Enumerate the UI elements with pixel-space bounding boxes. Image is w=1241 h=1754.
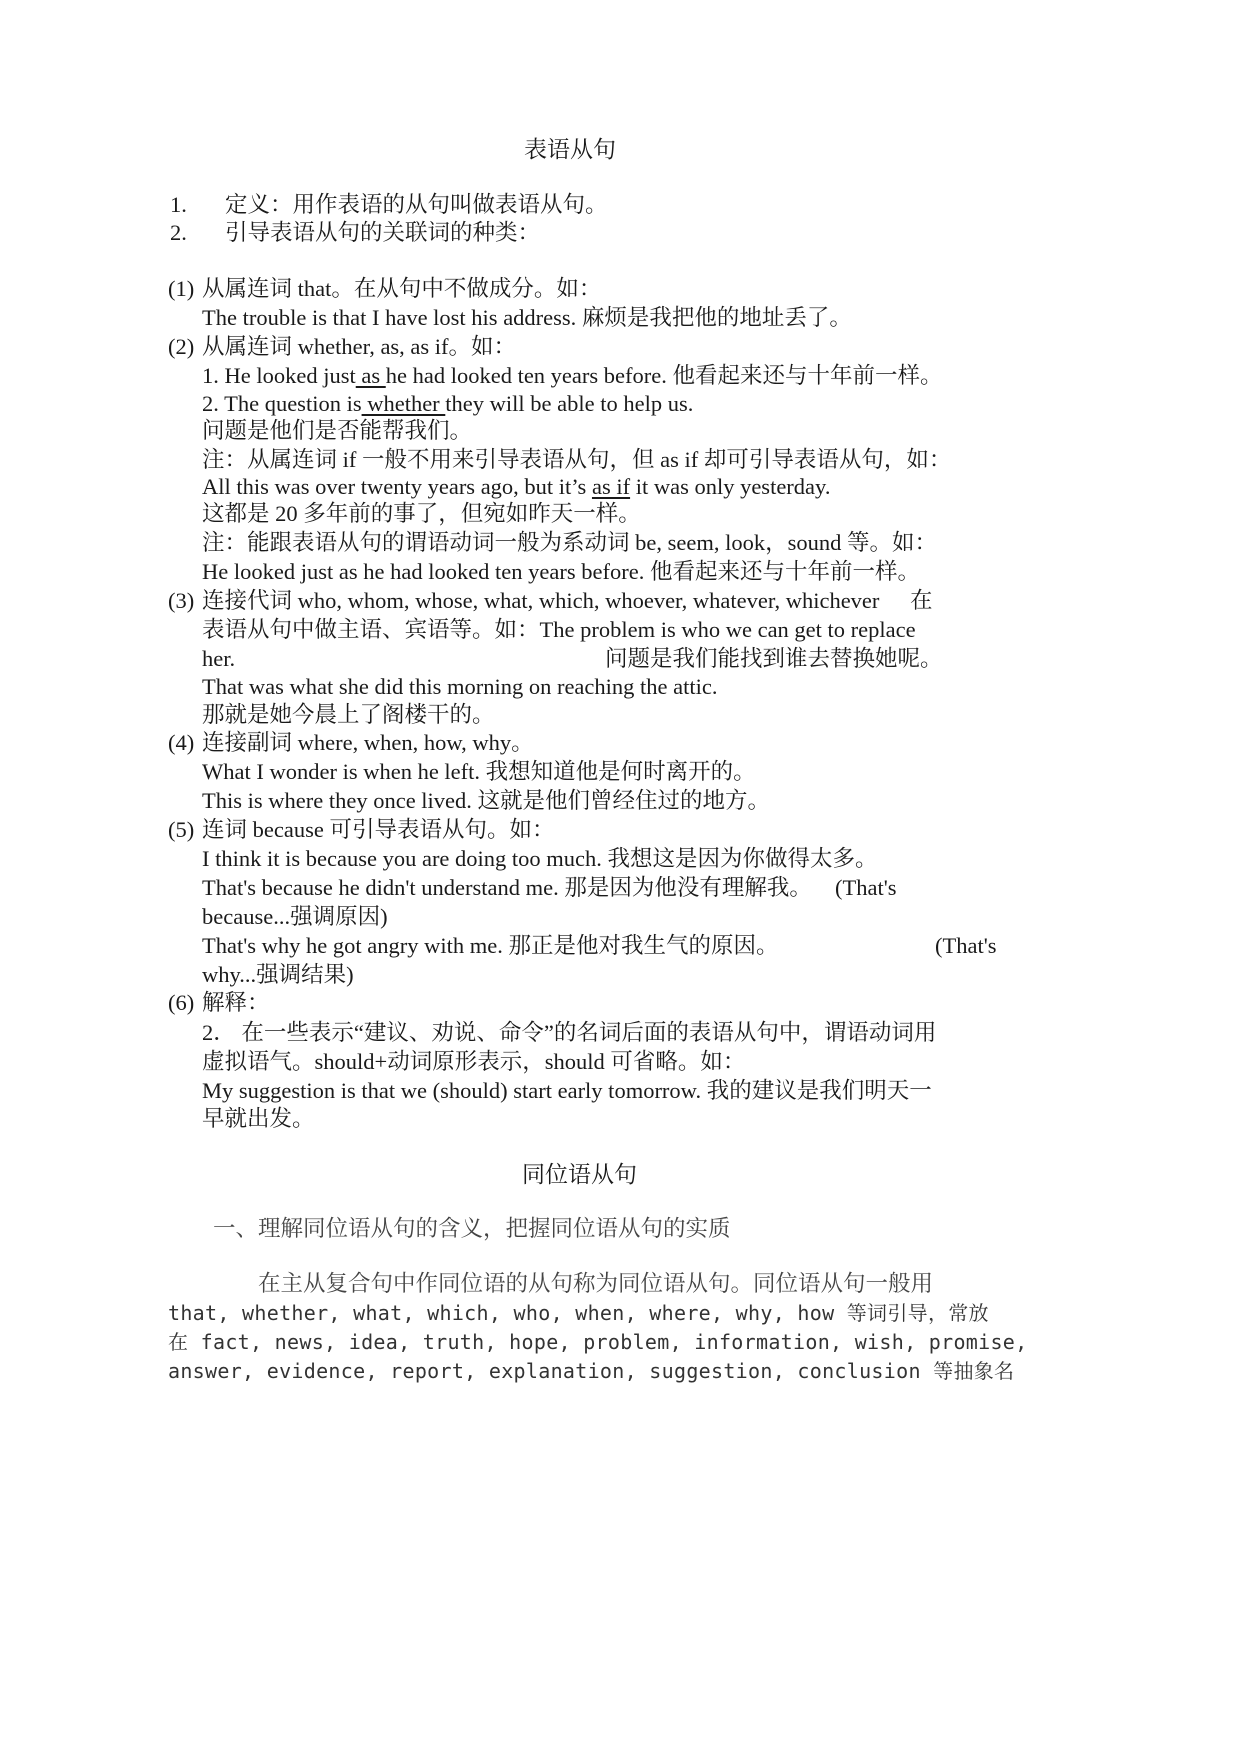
underlined-word: whether [361, 391, 446, 416]
note-line: 注：从属连词 if 一般不用来引导表语从句，但 as if 却可引导表语从句，如： [202, 447, 952, 472]
point-number: (3) [168, 588, 195, 613]
list-number: 2. [170, 220, 187, 245]
translation-line: 问题是他们是否能帮我们。 [202, 418, 473, 443]
point-number: (2) [168, 334, 195, 359]
paragraph-line: answer, evidence, report, explanation, suggestion, conclusion 等抽象名 [168, 1359, 1015, 1383]
example-line: That was what she did this morning on reaching the attic. [202, 674, 718, 699]
example-line: He looked just as he had looked ten years before. 他看起来还与十年前一样。 [202, 559, 920, 584]
example-line: 2. The question is whether they will be able to help us. [202, 391, 694, 416]
note-line: 注：能跟表语从句的谓语动词一般为系动词 be, seem, look，sound 等。如： [202, 530, 937, 555]
point-text: 2． 在一些表示“建议、劝说、命令”的名词后面的表语从句中，谓语动词用 [202, 1020, 937, 1045]
point-heading: 解释： [202, 990, 270, 1015]
point-number: (1) [168, 276, 195, 301]
point-text: 表语从句中做主语、宾语等。如：The problem is who we can get to replace [202, 617, 916, 642]
point-heading: 连接副词 where, when, how, why。 [202, 730, 534, 755]
point-number: (4) [168, 730, 195, 755]
underlined-word: as if [591, 474, 631, 499]
point-heading: 连词 because 可引导表语从句。如： [202, 817, 555, 842]
point-heading: 连接代词 who, whom, whose, what, which, whoever, whatever, whichever [202, 588, 880, 613]
point-heading: 从属连词 whether, as, as if。如： [202, 334, 517, 359]
point-number: (6) [168, 990, 195, 1015]
section-title: 同位语从句 [522, 1162, 637, 1187]
example-line: That's because he didn't understand me. 那是因为他没有理解我。 [202, 875, 812, 900]
example-line: I think it is because you are doing too much. 我想这是因为你做得太多。 [202, 846, 878, 871]
example-note: (That's [835, 875, 897, 900]
paragraph-line: that, whether, what, which, who, when, where, why, how 等词引导，常放 [168, 1301, 989, 1325]
point-text: 虚拟语气。should+动词原形表示，should 可省略。如： [202, 1049, 746, 1074]
example-line: The trouble is that I have lost his address. 麻烦是我把他的地址丢了。 [202, 305, 852, 330]
example-line: What I wonder is when he left. 我想知道他是何时离开的。 [202, 759, 756, 784]
types-heading: 引导表语从句的关联词的种类： [225, 220, 541, 245]
example-line: That's why he got angry with me. 那正是他对我生气的原因。 [202, 933, 779, 958]
paragraph-line: 在 fact, news, idea, truth, hope, problem, information, wish, promise, [168, 1330, 1028, 1354]
point-number: (5) [168, 817, 195, 842]
example-note: because...强调原因) [202, 904, 388, 929]
list-number: 1. [170, 192, 187, 217]
translation-line: 问题是我们能找到谁去替换她呢。 [605, 646, 943, 671]
translation-line: 这都是 20 多年前的事了，但宛如昨天一样。 [202, 501, 641, 526]
example-line: All this was over twenty years ago, but it’s as if it was only yesterday. [202, 474, 831, 499]
example-line: This is where they once lived. 这就是他们曾经住过的地方。 [202, 788, 771, 813]
example-line: My suggestion is that we (should) start early tomorrow. 我的建议是我们明天一 [202, 1078, 932, 1103]
paragraph-line: 在主从复合句中作同位语的从句称为同位语从句。同位语从句一般用 [258, 1271, 934, 1296]
example-note: why...强调结果) [202, 962, 354, 987]
point-heading-end: 在 [910, 588, 933, 613]
point-text: her. [202, 646, 236, 671]
underlined-word: as [355, 363, 386, 388]
section-subtitle: 一、理解同位语从句的含义，把握同位语从句的实质 [213, 1216, 731, 1241]
translation-line: 那就是她今晨上了阁楼干的。 [202, 702, 495, 727]
example-line: 1. He looked just as he had looked ten years before. 他看起来还与十年前一样。 [202, 363, 943, 388]
translation-line: 早就出发。 [202, 1106, 315, 1131]
example-note: (That's [935, 933, 997, 958]
definition-text: 定义：用作表语的从句叫做表语从句。 [225, 192, 608, 217]
section-title: 表语从句 [524, 137, 616, 162]
point-heading: 从属连词 that。在从句中不做成分。如： [202, 276, 602, 301]
